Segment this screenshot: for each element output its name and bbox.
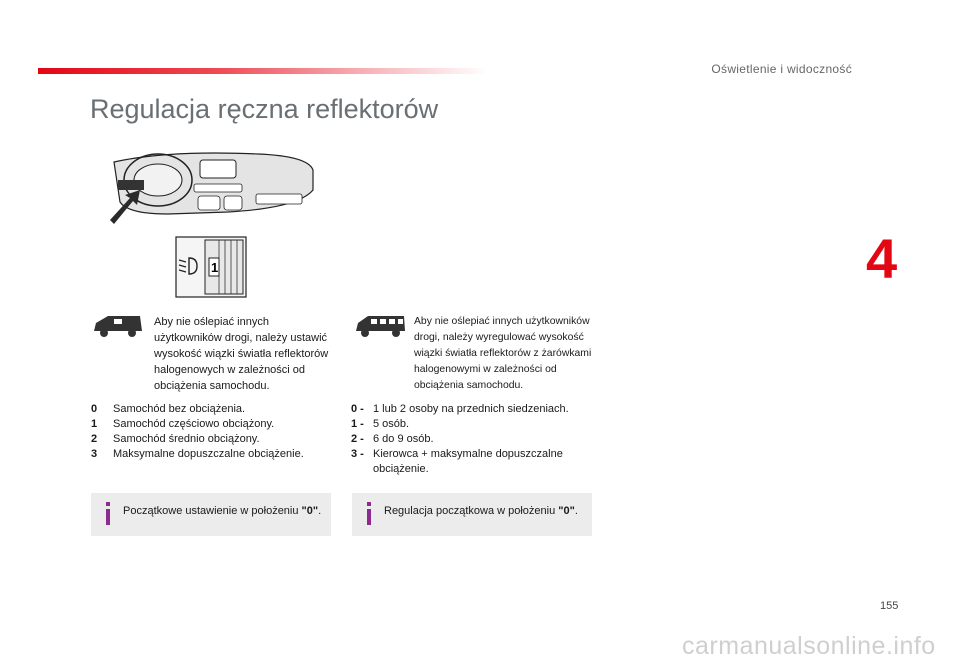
page-number: 155 [880, 600, 899, 612]
list-item-text: 6 do 9 osób. [373, 433, 434, 445]
list-item-text: Samochód bez obciążenia. [113, 403, 246, 415]
list-item-number: 3 - [351, 448, 364, 460]
list-item [351, 432, 591, 447]
left-load-list [91, 402, 331, 462]
chapter-number: 4 [866, 227, 898, 290]
list-item-text: 1 lub 2 osoby na przednich siedzeniach. [373, 403, 569, 415]
list-item-number: 0 - [351, 403, 364, 415]
info-text-prefix: Początkowe ustawienie w położeniu [123, 505, 302, 517]
van-short-icon [92, 313, 144, 339]
list-item-number: 1 [91, 418, 98, 430]
headlamp-adjuster-knob-illustration [175, 236, 247, 298]
list-item-number: 2 [91, 433, 98, 445]
list-item-text: Samochód średnio obciążony. [113, 433, 260, 445]
info-text [123, 505, 321, 517]
dashboard-illustration [108, 150, 318, 230]
info-value: "0" [301, 505, 319, 517]
right-note: Aby nie oślepiać innych użytkowników drogi, należy wyregulować wysokość wiązki światła reflektorów z żarówkami halogenowymi w zależności od obciążenia samochodu. [414, 316, 592, 391]
watermark: carmanualsonline.info [682, 632, 936, 660]
list-item-text: Kierowca + maksymalne dopuszczalne obciążenie. [373, 448, 563, 475]
left-note: Aby nie oślepiać innych użytkowników drogi, należy ustawić wysokość wiązki światła reflektorów halogenowych w zależności od obciążenia samochodu. [154, 316, 329, 392]
list-item [91, 417, 331, 432]
list-item-number: 3 [91, 448, 98, 460]
list-item [91, 402, 331, 417]
list-item-number: 1 - [351, 418, 364, 430]
info-icon [103, 502, 113, 526]
list-item [91, 447, 331, 462]
list-item-text: Maksymalne dopuszczalne obciążenie. [113, 448, 304, 460]
list-item-text: 5 osób. [373, 418, 410, 430]
info-text-prefix: Regulacja początkowa w położeniu [384, 505, 559, 517]
list-item [91, 432, 331, 447]
list-item-number: 2 - [351, 433, 364, 445]
section-title: Oświetlenie i widoczność [711, 62, 852, 76]
right-load-list [351, 402, 591, 477]
header-red-bar [38, 68, 488, 74]
right-info-box [352, 493, 592, 536]
info-value: "0" [558, 505, 575, 517]
list-item [351, 447, 591, 477]
left-info-box [91, 493, 331, 536]
page-heading: Regulacja ręczna reflektorów [90, 94, 439, 124]
info-icon [364, 502, 374, 526]
list-item [351, 417, 591, 432]
knob-position-label: 1 [211, 260, 219, 275]
info-text-suffix: . [574, 505, 578, 517]
list-item-number: 0 [91, 403, 98, 415]
van-long-icon [354, 313, 406, 339]
list-item [351, 402, 591, 417]
info-text [384, 505, 578, 517]
list-item-text: Samochód częściowo obciążony. [113, 418, 275, 430]
info-text-suffix: . [318, 505, 322, 517]
